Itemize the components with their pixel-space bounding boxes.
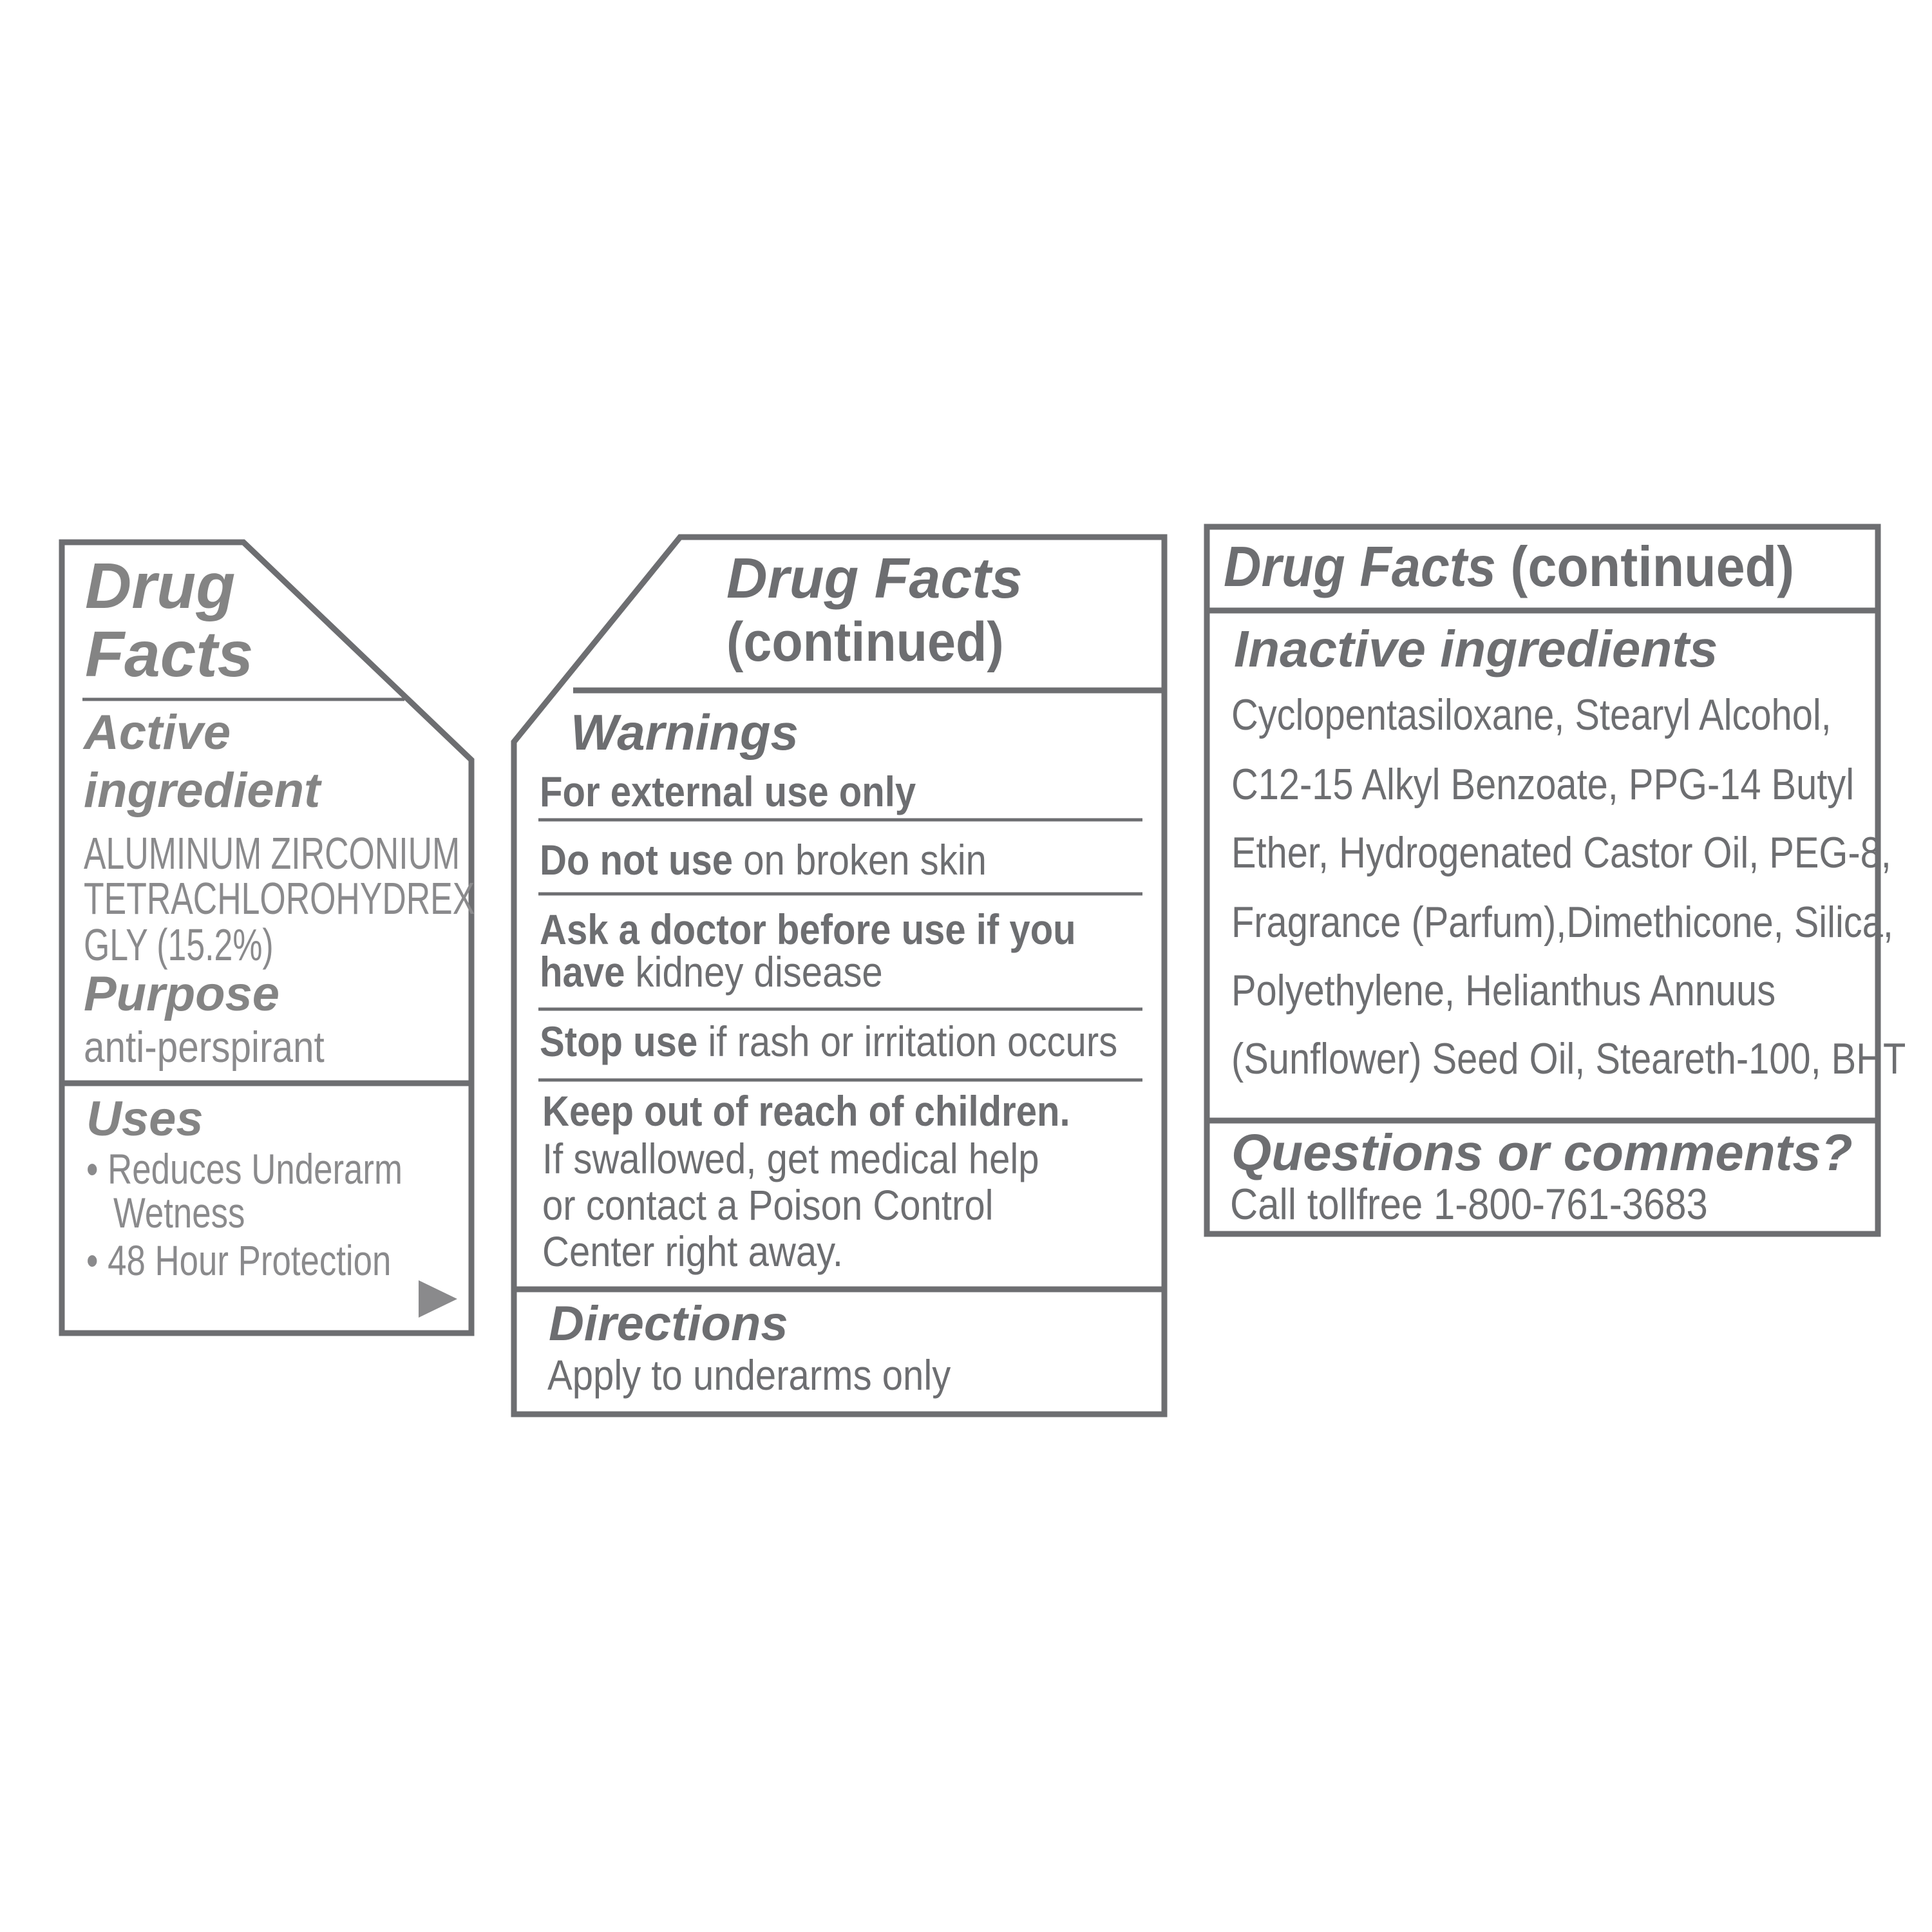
- warning-do-not-use-bold: Do not use: [540, 836, 734, 884]
- panel3-title-bold: Drug Facts: [1224, 535, 1496, 598]
- inactive-ingredients-line6: (Sunflower) Seed Oil, Steareth-100, BHT: [1231, 1034, 1906, 1083]
- active-ingredient-line2: TETRACHLOROHYDREX: [84, 873, 475, 923]
- warning-stop-use-bold: Stop use: [540, 1018, 698, 1065]
- warning-stop-use-rest: if rash or irritation occurs: [697, 1018, 1118, 1065]
- warning-swallowed-line4: Center right away.: [542, 1227, 844, 1275]
- panel3-title-rest: (continued): [1495, 535, 1795, 598]
- inactive-ingredients-line2: C12-15 Alkyl Benzoate, PPG-14 Butyl: [1231, 760, 1855, 809]
- active-ingredient-heading-line1: Active: [84, 705, 231, 760]
- warning-ask-doctor-bold: have: [540, 948, 625, 996]
- active-ingredient-line1: ALUMINUM ZIRCONIUM: [84, 828, 460, 878]
- inactive-ingredients-line5: Polyethylene, Helianthus Annuus: [1231, 966, 1776, 1015]
- panel2-title-line1: Drug Facts: [726, 546, 1023, 610]
- inactive-ingredients-line1: Cyclopentasiloxane, Stearyl Alcohol,: [1231, 690, 1832, 739]
- warning-ask-doctor-rest: kidney disease: [625, 948, 883, 996]
- directions-text: Apply to underarms only: [547, 1351, 951, 1399]
- warning-stop-use: [540, 1020, 1117, 1063]
- active-ingredient-line3: GLY (15.2%): [84, 920, 274, 970]
- warning-swallowed-line3: or contact a Poison Control: [542, 1181, 994, 1229]
- panel2-title-line2: (continued): [726, 611, 1004, 673]
- warning-keep-out-reach: Keep out of reach of children.: [542, 1087, 1070, 1135]
- panel1-title-line2: Facts: [85, 618, 254, 690]
- purpose-text: anti-perspirant: [84, 1023, 325, 1072]
- warning-do-not-use-rest: on broken skin: [733, 836, 987, 884]
- continue-triangle-icon: [419, 1280, 457, 1318]
- purpose-heading: Purpose: [84, 967, 280, 1021]
- questions-heading: Questions or comments?: [1231, 1124, 1853, 1181]
- panel1-title-line1: Drug: [85, 550, 236, 622]
- warning-do-not-use: [540, 836, 987, 884]
- warning-swallowed-line2: If swallowed, get medical help: [542, 1135, 1039, 1182]
- directions-heading: Directions: [549, 1296, 788, 1351]
- warning-external-use: For external use only: [540, 768, 916, 815]
- warning-ask-doctor-line2: [540, 948, 883, 996]
- panel3-title: [1224, 535, 1795, 598]
- use-item-1-line1: • Reduces Underarm: [86, 1145, 402, 1193]
- inactive-ingredients-line3: Ether, Hydrogenated Castor Oil, PEG-8,: [1231, 828, 1891, 877]
- uses-heading: Uses: [86, 1092, 204, 1146]
- warning-ask-doctor-line1: Ask a doctor before use if you: [540, 905, 1076, 953]
- questions-phone-text: Call tollfree 1-800-761-3683: [1230, 1180, 1708, 1229]
- warnings-heading: Warnings: [571, 704, 799, 761]
- inactive-ingredients-line4: Fragrance (Parfum),Dimethicone, Silica,: [1231, 898, 1893, 947]
- inactive-ingredients-heading: Inactive ingredients: [1234, 620, 1718, 677]
- use-item-2: • 48 Hour Protection: [86, 1236, 392, 1284]
- use-item-1-line2: Wetness: [113, 1189, 245, 1236]
- active-ingredient-heading-line2: ingredient: [84, 763, 321, 818]
